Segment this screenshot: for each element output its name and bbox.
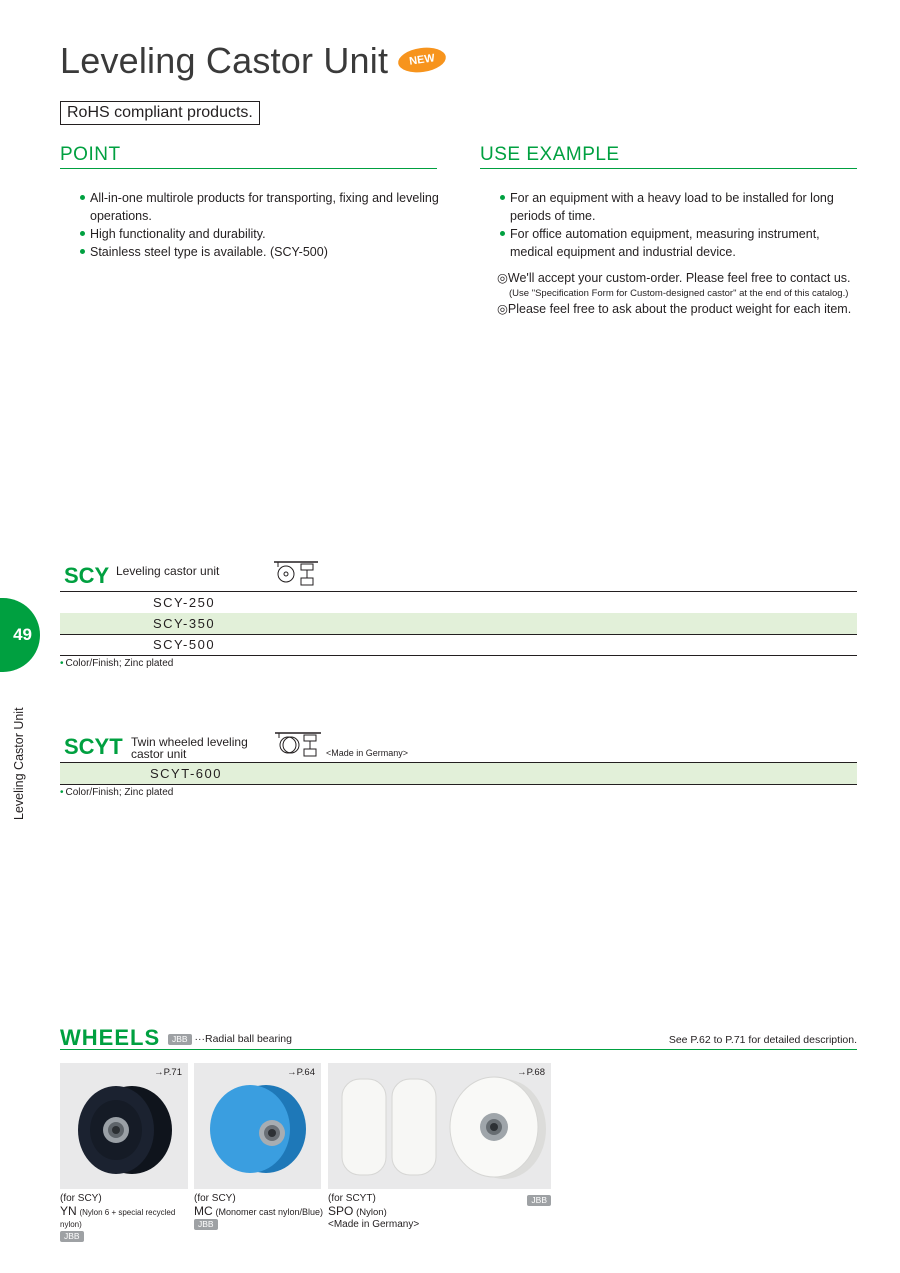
scyt-origin: <Made in Germany> [326,748,409,758]
wheel-code: YN [60,1204,77,1218]
page-number-tab: 49 [0,598,40,672]
jbb-badge: JBB [527,1195,551,1206]
jbb-description: ···Radial ball bearing [194,1033,292,1045]
page-ref: →P.71 [154,1067,182,1078]
rohs-label: RoHS compliant products. [60,101,260,125]
use-example-bullet: For an equipment with a heavy load to be installed for long periods of time. [494,189,854,225]
wheel-for: (for SCY) [194,1193,236,1204]
wheel-for: (for SCYT) [328,1193,376,1204]
scy-series-name: SCY [64,563,110,588]
weight-note: ◎Please feel free to ask about the product weight for each item. [497,302,852,316]
wheels-reference: See P.62 to P.71 for detailed description. [668,1034,857,1046]
wheels-heading: WHEELS [60,1025,161,1050]
point-bullet: All-in-one multirole products for transporting, fixing and leveling operations. [74,189,444,225]
model-code: SCY-250 [153,595,216,610]
scyt-finish-note: • Color/Finish; Zinc plated [60,787,173,798]
page-ref: →P.68 [517,1067,545,1078]
scy-subtitle: Leveling castor unit [116,564,220,578]
wheel-for: (for SCY) [60,1193,102,1204]
model-code: SCY-350 [153,616,216,631]
custom-order-subnote: (Use "Specification Form for Custom-designed castor" at the end of this catalog.) [509,288,849,299]
wheel-material: (Nylon 6 + special recycled nylon) [60,1208,176,1229]
scyt-subtitle [131,736,248,760]
wheel-origin: <Made in Germany> [328,1219,420,1230]
wheel-caption-mc [194,1193,326,1231]
yn-wheel-image [72,1075,176,1179]
table-row [60,763,857,785]
point-bullet: High functionality and durability. [74,225,444,243]
jbb-badge: JBB [168,1034,192,1045]
wheel-caption-spo [328,1193,553,1231]
spo-wheel-image [336,1071,546,1183]
scyt-series-name: SCYT [64,734,123,759]
wheel-photo-mc [194,1063,321,1189]
custom-order-notes [497,269,867,318]
page-ref: →P.64 [287,1067,315,1078]
wheel-material: (Nylon) [356,1207,387,1218]
use-example-bullet: For office automation equipment, measuring instrument, medical equipment and industrial device. [494,225,854,261]
point-bullet: Stainless steel type is available. (SCY-500) [74,243,444,261]
wheel-photo-spo [328,1063,551,1189]
custom-order-note: ◎We'll accept your custom-order. Please feel free to contact us. [497,271,851,285]
wheel-caption-yn [60,1193,192,1243]
table-row [60,592,857,614]
jbb-legend [168,1033,292,1045]
jbb-badge: JBB [60,1231,84,1242]
scy-finish-note: • Color/Finish; Zinc plated [60,658,173,669]
use-example-list [494,189,854,261]
model-code: SCYT-600 [150,766,222,781]
point-list [74,189,444,261]
use-example-heading: USE EXAMPLE [480,144,857,169]
table-row [60,634,857,656]
wheel-material: (Monomer cast nylon/Blue) [215,1207,323,1217]
table-row [60,613,857,635]
mc-wheel-image [204,1073,312,1179]
scyt-subtitle-line: castor unit [131,747,187,761]
scyt-subtitle-line: Twin wheeled leveling [131,735,248,749]
twin-castor-diagram-icon [273,730,323,758]
model-code: SCY-500 [153,637,216,652]
wheels-rule [60,1049,857,1050]
wheel-code: SPO [328,1204,354,1218]
point-heading: POINT [60,144,437,169]
new-badge: NEW [397,45,448,75]
vertical-section-label: Leveling Castor Unit [12,707,26,820]
castor-diagram-icon [272,559,320,587]
jbb-badge: JBB [194,1219,218,1230]
page-title: Leveling Castor Unit [60,40,389,81]
wheel-photo-yn [60,1063,188,1189]
wheel-code: MC [194,1204,213,1218]
